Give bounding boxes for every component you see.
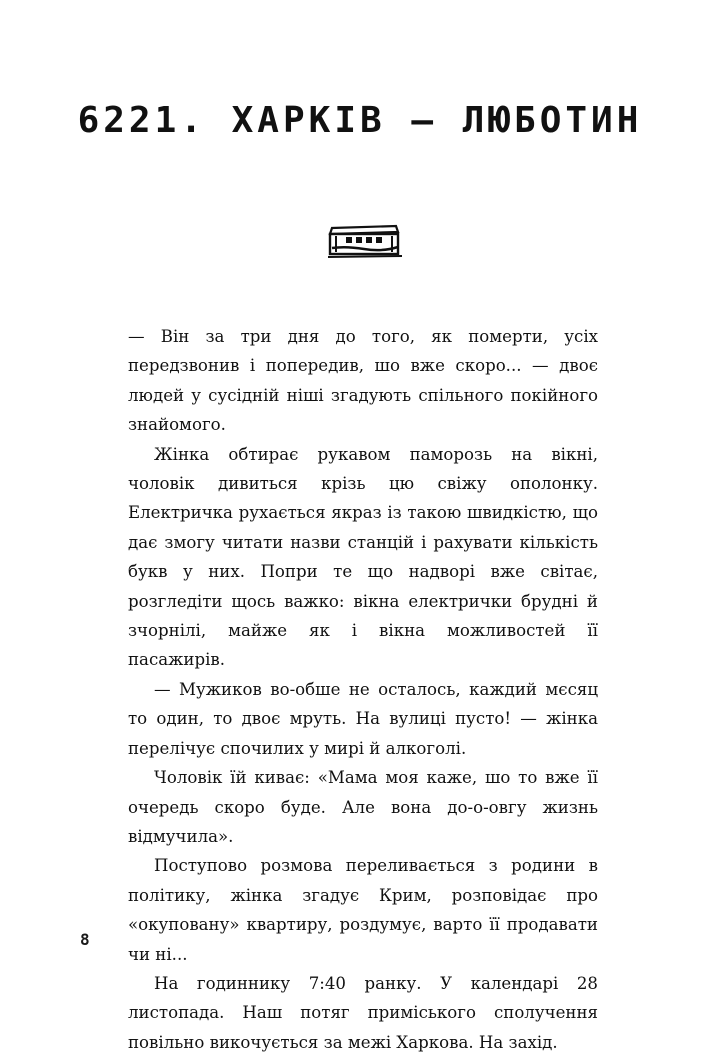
body-text: [128, 322, 598, 1057]
paragraph: — Він за три дня до того, як померти, усіх передзвонив і попередив, шо вже скоро... — двоє людей у сусідній ніші згадують спільного покійного знайомого.: [128, 327, 598, 435]
paragraph: На годиннику 7:40 ранку. У календарі 28 листопада. Наш потяг приміського сполучення повільно викочується за межі Харкова. На захід.: [128, 973, 598, 1052]
chapter-title: 6221. ХАРКІВ — ЛЮБОТИН: [77, 100, 643, 141]
paragraph: Чоловік їй киває: «Мама моя каже, шо то вже її очередь скоро буде. Але вона до-о-овгу жизнь відмучила».: [128, 768, 598, 846]
paragraph: — Мужиков во-обше не осталось, каждий мєсяц то один, то двоє мруть. На вулиці пусто! — жінка перелічує спочилих у мирі й алкоголі.: [128, 679, 598, 758]
train-car-icon: [326, 222, 404, 262]
page-number: 8: [80, 930, 90, 949]
paragraph: Поступово розмова переливається з родини в політику, жінка згадує Крим, розповідає про «окуповану» квартиру, роздумує, варто її продавати чи ні...: [128, 856, 598, 964]
paragraph: Жінка обтирає рукавом паморозь на вікні, чоловік дивиться крізь цю свіжу ополонку. Електричка рухається якраз із такою швидкістю, що дає змогу читати назви станцій і рахувати кількість букв у них. Попри те що надворі вже світає, розгледіти щось важко: вікна електрички брудні й зчорнілі, майже як і вікна можливостей її пасажирів.: [128, 444, 598, 670]
